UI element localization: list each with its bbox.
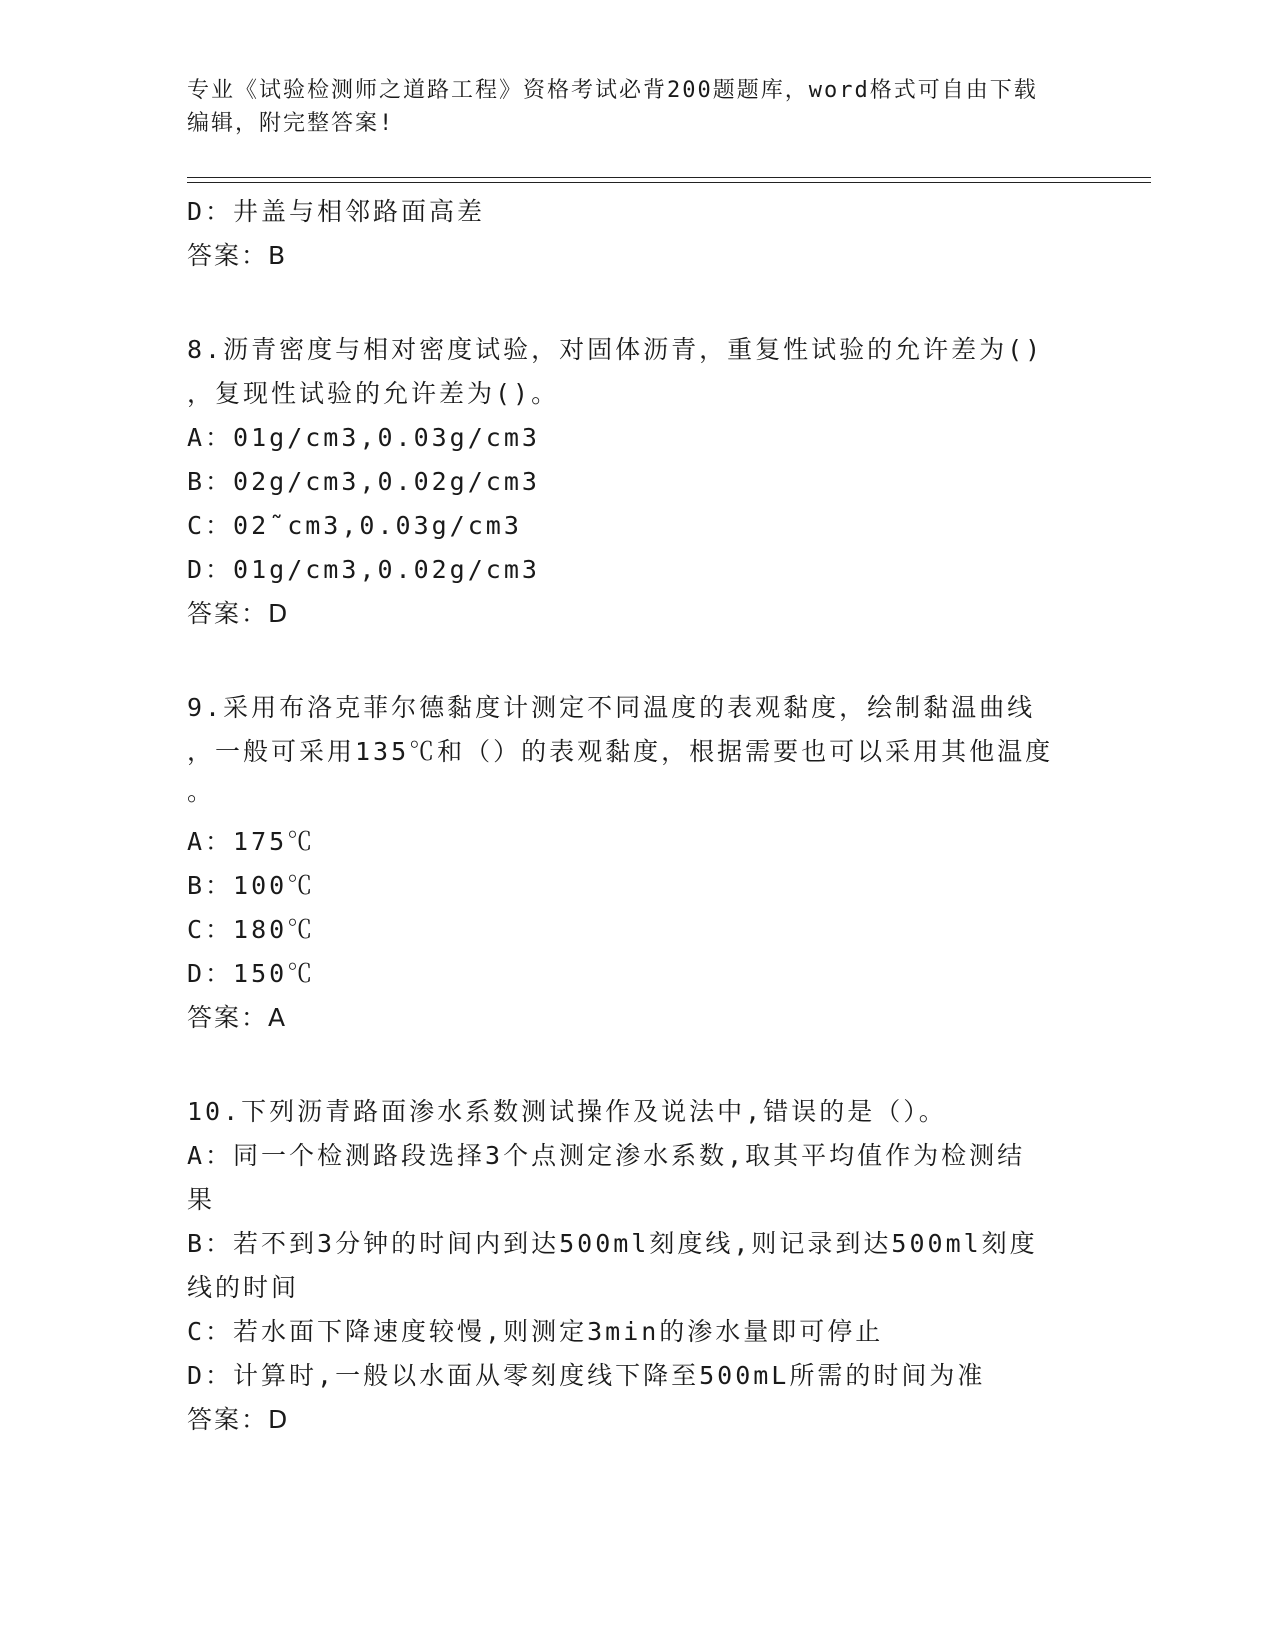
header-line-1: 专业《试验检测师之道路工程》资格考试必背200题题库，word格式可自由下载 <box>187 78 1038 103</box>
q9-option-c: C：180℃ <box>187 915 316 944</box>
q10-option-a-line-2: 果 <box>187 1185 216 1214</box>
q9-stem-line-1: 9.采用布洛克菲尔德黏度计测定不同温度的表观黏度，绘制黏温曲线 <box>187 693 1036 722</box>
q7-option-d: D：井盖与相邻路面高差 <box>187 197 486 226</box>
q9-option-b: B：100℃ <box>187 871 316 900</box>
q8-answer: 答案：D <box>187 599 290 628</box>
q10-option-a-line-1: A：同一个检测路段选择3个点测定渗水系数,取其平均值作为检测结 <box>187 1141 1026 1170</box>
q7-answer: 答案：B <box>187 241 288 270</box>
q8-option-b: B：02g/cm3,0.02g/cm3 <box>187 467 540 496</box>
q10-option-b-line-1: B：若不到3分钟的时间内到达500ml刻度线,则记录到达500ml刻度 <box>187 1229 1038 1258</box>
q9-stem-line-3: 。 <box>187 777 216 806</box>
q9-option-d: D：150℃ <box>187 959 316 988</box>
header-rule-bottom <box>187 182 1151 183</box>
q10-option-b-line-2: 线的时间 <box>187 1273 300 1302</box>
q10-stem-line-1: 10.下列沥青路面渗水系数测试操作及说法中,错误的是（）。 <box>187 1097 947 1126</box>
header-line-2: 编辑，附完整答案! <box>187 111 395 136</box>
q9-answer: 答案：A <box>187 1003 288 1032</box>
q8-option-c: C：02˜cm3,0.03g/cm3 <box>187 511 522 540</box>
q10-answer: 答案：D <box>187 1405 290 1434</box>
q8-stem-line-1: 8.沥青密度与相对密度试验，对固体沥青，重复性试验的允许差为() <box>187 335 1044 364</box>
q8-option-a: A：01g/cm3,0.03g/cm3 <box>187 423 540 452</box>
document-header <box>187 74 1087 140</box>
header-rule-top <box>187 177 1151 178</box>
q9-stem-line-2: ，一般可采用135℃和（）的表观黏度，根据需要也可以采用其他温度 <box>187 737 1054 766</box>
q8-option-d: D：01g/cm3,0.02g/cm3 <box>187 555 540 584</box>
q9-option-a: A：175℃ <box>187 827 316 856</box>
q10-option-c: C：若水面下降速度较慢,则测定3min的渗水量即可停止 <box>187 1317 884 1346</box>
q8-stem-line-2: ，复现性试验的允许差为()。 <box>187 379 560 408</box>
q10-option-d: D：计算时,一般以水面从零刻度线下降至500mL所需的时间为准 <box>187 1361 986 1390</box>
